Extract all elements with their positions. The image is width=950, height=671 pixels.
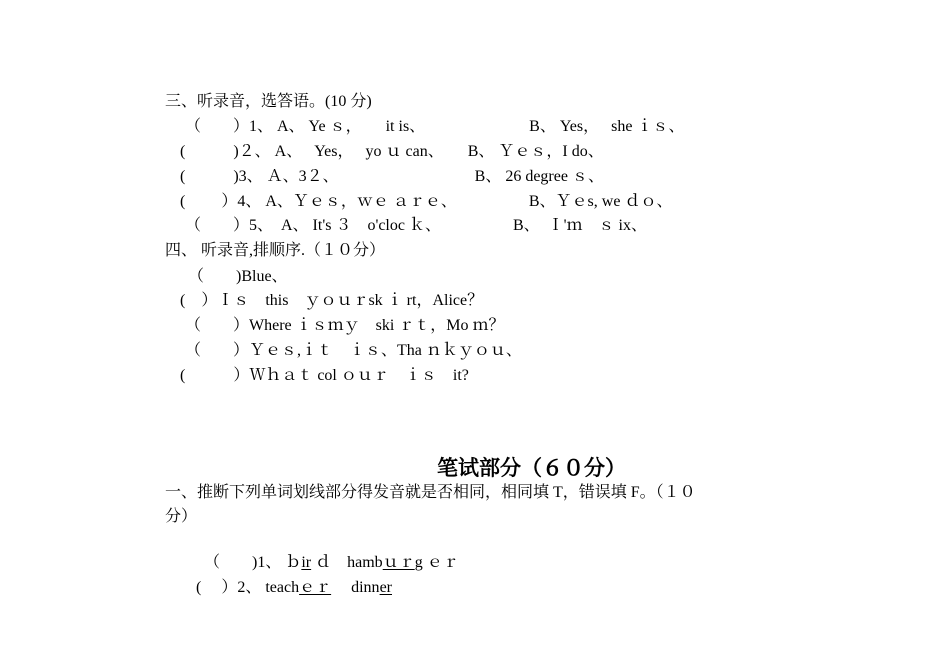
written-item-2-word-1-underlined: ｅｒ (299, 579, 332, 596)
section-3-item-1: （ ）1、 A、 Ye ｓ， it is、 B、 Yes， she ｉｓ、 (185, 118, 685, 135)
written-item-1-prefix: （ )1、 ｂ (204, 554, 302, 571)
section-4-item-2: ( ）Ｉｓ this ｙｏｕｒsk ｉ rt，Alice？ (180, 292, 484, 309)
written-section-1-heading: 一、推断下列单词划线部分得发音就是否相同，相同填 T，错误填 F。（１０ (165, 484, 696, 501)
written-item-1-word-1-rest: ｄ hamb (311, 554, 383, 571)
section-3-item-2: ( )２、 A、 Yes， yo ｕ can、 B、 Ｙｅｓ，I do、 (180, 143, 604, 160)
section-3-item-3: ( )3、 Ａ、3２、 B、 26 degree ｓ、 (180, 168, 604, 185)
section-4-heading: 四、 听录音,排顺序.（１０分） (165, 242, 386, 259)
written-item-1-word-2-rest: g ｅｒ (414, 554, 459, 571)
section-4-item-1: （ )Blue、 (188, 268, 288, 285)
section-4-item-5: ( ）Ｗｈａｔ col ｏｕｒ ｉｓ it? (180, 367, 469, 384)
section-4-item-4: （ ）Ｙｅｓ,ｉｔ ｉｓ、Tha ｎｋｙｏｕ、 (185, 342, 522, 359)
section-3-heading: 三、听录音，选答语。(10 分) (165, 93, 372, 110)
written-item-2-word-2-underlined: er (379, 579, 392, 596)
written-item-2-word-1-rest: dinn (331, 579, 380, 596)
section-4-item-3: （ ）Where ｉｓｍｙ ski ｒｔ，Mo ｍ？ (185, 317, 505, 334)
written-item-1-word-1-underlined: ir (301, 554, 312, 571)
written-item-2-prefix: ( ）2、 teach (196, 579, 300, 596)
section-3-item-5: （ ）5、 A、 It's ３ o'cloc ｋ、 B、 Ｉ'ｍ ｓ ix、 (185, 217, 647, 234)
written-item-2 (180, 558, 392, 618)
written-item-1-word-2-underlined: ｕｒ (382, 554, 415, 571)
section-3-item-4: ( ）4、 A、Ｙｅｓ，ｗｅ ａｒｅ、 B、Ｙｅs, we ｄｏ、 (180, 193, 673, 210)
written-part-title: 笔试部分（６０分） (437, 456, 626, 480)
written-section-1-heading-cont: 分） (165, 508, 198, 525)
